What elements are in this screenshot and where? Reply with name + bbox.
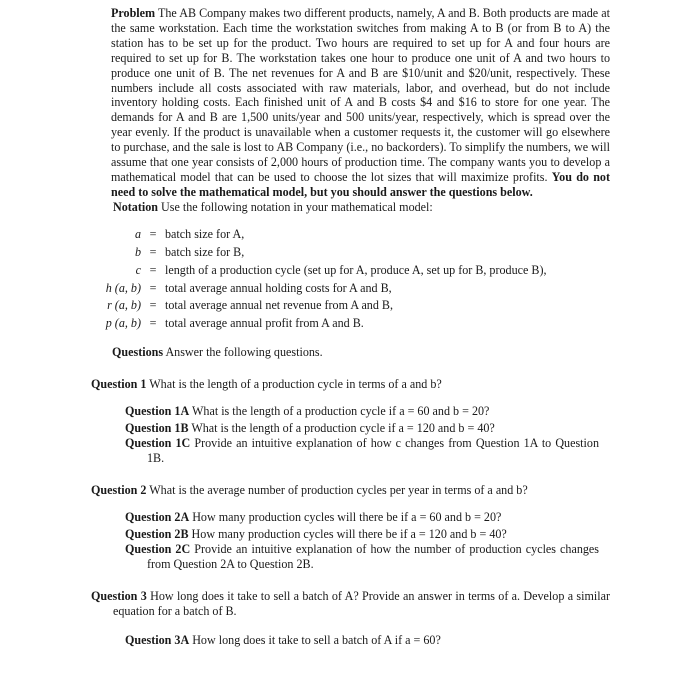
- question-3a: [125, 632, 610, 649]
- notation-row: [91, 261, 547, 279]
- question-1-text: What is the length of a production cycle in terms of a and b?: [149, 377, 442, 392]
- notation-equals: =: [149, 316, 157, 331]
- question-2c-label: Question 2C: [125, 542, 191, 557]
- question-1: [91, 377, 610, 392]
- notation-row: [91, 226, 547, 244]
- notation-equals: =: [149, 262, 157, 277]
- notation-desc: total average annual profit from A and B.: [165, 316, 364, 331]
- question-2a: [125, 509, 610, 526]
- notation-paragraph: [91, 200, 610, 215]
- question-2-label: Question 2: [91, 483, 147, 498]
- notation-desc: batch size for A,: [165, 227, 245, 242]
- notation-row: [91, 279, 547, 297]
- notation-desc: batch size for B,: [165, 244, 245, 259]
- question-3a-text: How long does it take to sell a batch of A if a = 60?: [192, 633, 441, 647]
- question-1b-label: Question 1B: [125, 420, 189, 435]
- question-3-text: How long does it take to sell a batch of A? Provide an answer in terms of a. Develop a similar equation for a batch of B.: [113, 589, 610, 619]
- question-3: [91, 589, 610, 619]
- question-2b: [125, 526, 610, 543]
- question-2b-label: Question 2B: [125, 526, 189, 541]
- question-2a-label: Question 2A: [125, 510, 190, 525]
- question-1c-label: Question 1C: [125, 436, 191, 451]
- question-1c-text: Provide an intuitive explanation of how c changes from Question 1A to Question 1B.: [147, 436, 599, 466]
- notation-row: [91, 315, 547, 333]
- question-2-text: What is the average number of production cycles per year in terms of a and b?: [149, 483, 528, 498]
- notation-table: [91, 226, 547, 333]
- question-2b-text: How many production cycles will there be if a = 120 and b = 40?: [191, 526, 507, 541]
- notation-intro: Use the following notation in your mathematical model:: [161, 199, 433, 214]
- problem-instruction: You do not need to solve the mathematical model, but you should answer the questions below.: [111, 169, 611, 199]
- question-2a-text: How many production cycles will there be if a = 60 and b = 20?: [192, 510, 502, 525]
- notation-equals: =: [149, 244, 157, 259]
- question-1a: [125, 403, 610, 420]
- questions-label: Questions: [112, 345, 164, 360]
- notation-row: [91, 297, 547, 315]
- question-1c: [125, 436, 599, 466]
- notation-symbol: r (a, b): [107, 298, 141, 313]
- questions-heading: [112, 345, 610, 360]
- question-2c-text: Provide an intuitive explanation of how the number of production cycles changes from Question 2A to Question 2B.: [147, 542, 600, 572]
- question-3-label: Question 3: [91, 589, 147, 604]
- questions-intro: Answer the following questions.: [165, 345, 323, 360]
- question-1b-text: What is the length of a production cycle if a = 120 and b = 40?: [191, 420, 495, 435]
- notation-symbol: p (a, b): [105, 316, 141, 331]
- question-2c: [125, 542, 599, 572]
- question-2: [91, 483, 610, 498]
- notation-row: [91, 243, 547, 261]
- notation-symbol: c: [135, 262, 141, 277]
- notation-equals: =: [149, 298, 157, 313]
- notation-label: Notation: [113, 199, 159, 214]
- problem-text: The AB Company makes two different products, namely, A and B. Both products are made at the same workstation. Each time the workstation switches from making A to B (or from B to A) the station has to be set up for the product. Two hours are required to set up for A and four hours are required to set up for B. The workstation takes one hour to produce one unit of A and two hours to produce one unit of B. The net revenues for A and B are $10/unit and $20/unit, respectively. These numbers include all costs associated with raw materials, labor, and overhead, but do not include inventory holding costs. Each finished unit of A and B costs $4 and $16 to store for one year. The demands for A and B are 1,500 units/year and 500 units/year, respectively, which is spread over the year evenly. If the product is unavailable when a customer requests it, the customer will go elsewhere to purchase, and the sale is lost to AB Company (i.e., no backorders). To simplify the numbers, we will assume that one year consists of 2,000 hours of production time. The company wants you to develop a mathematical model that can be used to choose the lot sizes that will maximize profits.: [111, 6, 610, 184]
- notation-desc: length of a production cycle (set up for A, produce A, set up for B, produce B),: [165, 262, 547, 277]
- question-1b: [125, 420, 610, 437]
- notation-symbol: b: [134, 244, 141, 259]
- notation-desc: total average annual net revenue from A and B,: [165, 298, 394, 313]
- question-1a-label: Question 1A: [125, 404, 190, 419]
- question-3a-label: Question 3A: [125, 633, 190, 647]
- problem-label: Problem: [111, 6, 156, 20]
- question-1-label: Question 1: [91, 377, 147, 392]
- notation-symbol: h (a, b): [105, 280, 141, 295]
- notation-equals: =: [149, 227, 157, 242]
- notation-symbol: a: [134, 227, 141, 242]
- problem-paragraph: [91, 6, 610, 200]
- notation-equals: =: [149, 280, 157, 295]
- question-1a-text: What is the length of a production cycle if a = 60 and b = 20?: [191, 404, 490, 419]
- notation-desc: total average annual holding costs for A and B,: [165, 280, 392, 295]
